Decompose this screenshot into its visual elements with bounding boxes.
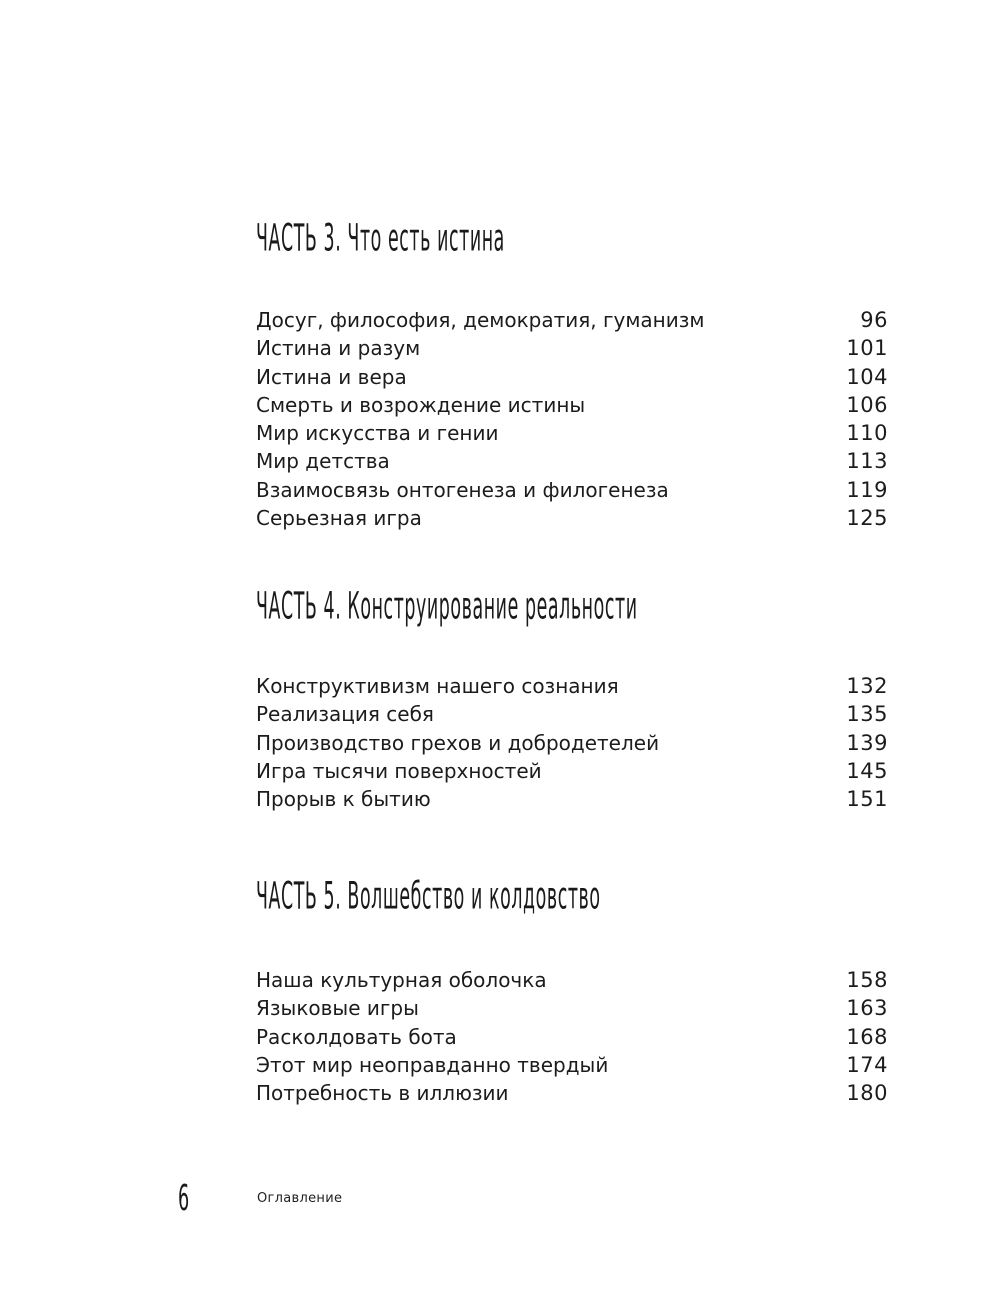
toc-entry-title: Серьезная игра bbox=[256, 506, 422, 531]
running-head: Оглавление bbox=[257, 1191, 343, 1206]
toc-entry[interactable] bbox=[256, 700, 888, 728]
toc-entry-page: 113 bbox=[846, 449, 888, 474]
toc-entry[interactable] bbox=[256, 1051, 888, 1079]
toc-entry-title: Наша культурная оболочка bbox=[256, 968, 547, 992]
toc-entry-page: 106 bbox=[846, 392, 888, 417]
toc-entry-title: Истина и вера bbox=[256, 364, 407, 389]
toc-entry-title: Потребность в иллюзии bbox=[256, 1081, 509, 1106]
toc-entry-page: 163 bbox=[846, 996, 888, 1021]
toc-entry[interactable] bbox=[256, 994, 888, 1022]
toc-entry-title: Производство грехов и добродетелей bbox=[256, 730, 660, 755]
toc-entry-title: Этот мир неоправданно твердый bbox=[256, 1052, 609, 1077]
toc-list bbox=[256, 966, 888, 1107]
toc-entry-page: 180 bbox=[846, 1081, 888, 1106]
toc-entry[interactable] bbox=[256, 334, 888, 362]
toc-entry[interactable] bbox=[256, 306, 888, 334]
toc-list bbox=[256, 306, 888, 532]
toc-entry-title: Прорыв к бытию bbox=[256, 787, 431, 812]
toc-entry[interactable] bbox=[256, 363, 888, 391]
toc-entry[interactable] bbox=[256, 966, 888, 994]
toc-entry-page: 104 bbox=[846, 364, 888, 389]
toc-entry-title: Смерть и возрождение истины bbox=[256, 392, 586, 417]
toc-entry-page: 168 bbox=[846, 1024, 888, 1049]
toc-entry-page: 101 bbox=[846, 336, 888, 361]
toc-entry-page: 119 bbox=[846, 477, 888, 502]
toc-entry-title: Расколдовать бота bbox=[256, 1024, 457, 1049]
toc-entry[interactable] bbox=[256, 785, 888, 813]
toc-entry[interactable] bbox=[256, 419, 888, 447]
toc-entry-page: 151 bbox=[846, 787, 888, 812]
toc-entry-title: Истина и разум bbox=[256, 336, 421, 361]
toc-entry-page: 125 bbox=[846, 506, 888, 531]
toc-entry-page: 135 bbox=[846, 702, 888, 727]
part-title: ЧАСТЬ 5. Волшебство и колдовство bbox=[256, 874, 601, 919]
toc-entry-title: Реализация себя bbox=[256, 702, 434, 727]
toc-entry-page: 158 bbox=[846, 968, 888, 992]
part-title: ЧАСТЬ 3. Что есть истина bbox=[256, 216, 505, 261]
toc-entry[interactable] bbox=[256, 1079, 888, 1107]
toc-entry-page: 96 bbox=[860, 308, 888, 332]
toc-entry-page: 132 bbox=[846, 674, 888, 698]
toc-entry[interactable] bbox=[256, 476, 888, 504]
toc-entry[interactable] bbox=[256, 447, 888, 475]
toc-entry-page: 174 bbox=[846, 1052, 888, 1077]
toc-entry[interactable] bbox=[256, 504, 888, 532]
toc-entry-title: Конструктивизм нашего сознания bbox=[256, 674, 619, 698]
toc-entry-title: Игра тысячи поверхностей bbox=[256, 758, 542, 783]
toc-entry[interactable] bbox=[256, 1023, 888, 1051]
toc-entry-page: 110 bbox=[846, 421, 888, 446]
toc-entry[interactable] bbox=[256, 757, 888, 785]
toc-entry-page: 145 bbox=[846, 758, 888, 783]
toc-entry-title: Взаимосвязь онтогенеза и филогенеза bbox=[256, 477, 669, 502]
toc-entry-title: Мир искусства и гении bbox=[256, 421, 499, 446]
toc-entry-title: Языковые игры bbox=[256, 996, 419, 1021]
toc-entry-page: 139 bbox=[846, 730, 888, 755]
part-title: ЧАСТЬ 4. Конструирование реальности bbox=[256, 584, 638, 629]
toc-entry[interactable] bbox=[256, 391, 888, 419]
toc-list bbox=[256, 672, 888, 813]
page-number: 6 bbox=[178, 1177, 190, 1219]
toc-entry[interactable] bbox=[256, 729, 888, 757]
toc-entry-title: Досуг, философия, демократия, гуманизм bbox=[256, 308, 705, 332]
toc-entry-title: Мир детства bbox=[256, 449, 390, 474]
toc-entry[interactable] bbox=[256, 672, 888, 700]
